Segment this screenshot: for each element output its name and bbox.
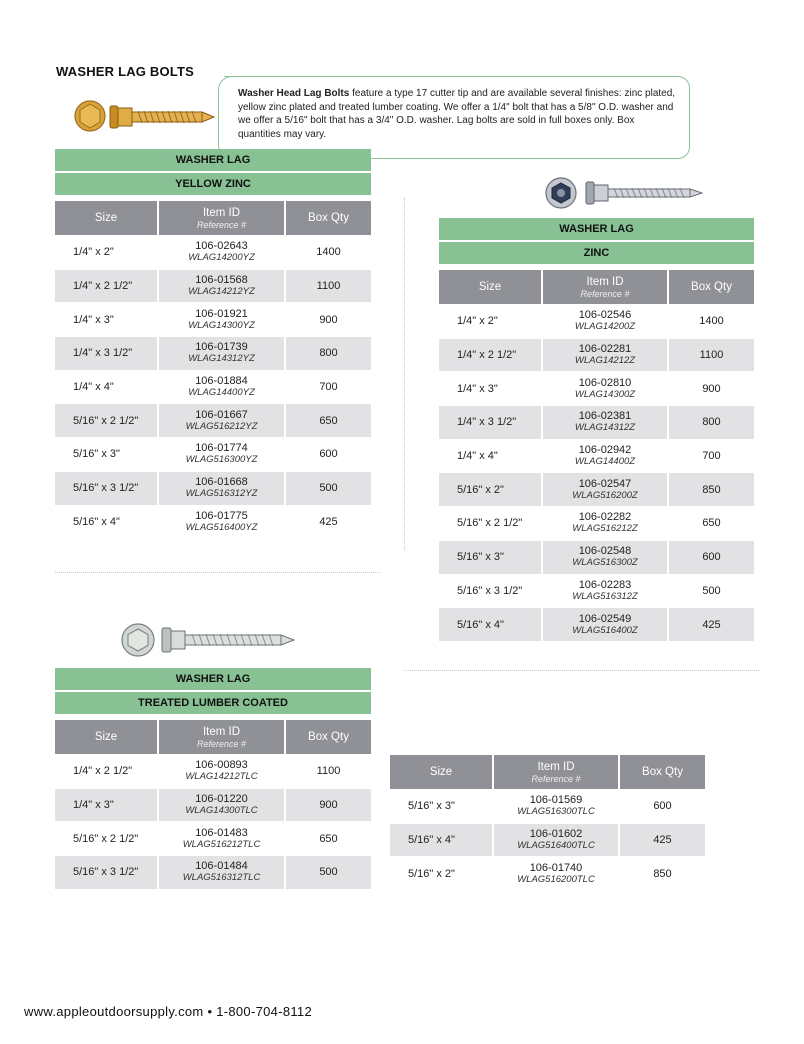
cell-box-qty: 900: [286, 302, 371, 336]
treated-continued-table: [390, 755, 705, 890]
reference-number: WLAG14400YZ: [188, 387, 255, 399]
cell-item-id: [543, 338, 669, 372]
cell-item-id: [543, 472, 669, 506]
col-item-id: Item ID Reference #: [159, 720, 286, 754]
zinc-band-washer-lag: WASHER LAG: [439, 218, 754, 240]
treated-band-washer-lag: WASHER LAG: [55, 668, 371, 690]
divider-vertical: [404, 198, 405, 550]
item-number: 106-02546: [578, 309, 632, 322]
cell-size: 1/4" x 3": [439, 371, 543, 405]
table-row: [439, 338, 754, 372]
item-number: 106-02643: [195, 240, 248, 253]
reference-number: WLAG516312TLC: [182, 872, 261, 884]
reference-number: WLAG14212TLC: [185, 771, 258, 783]
divider-horizontal-left: [55, 572, 380, 573]
cell-box-qty: 850: [669, 472, 754, 506]
cell-box-qty: 600: [286, 437, 371, 471]
reference-number: WLAG516212TLC: [182, 838, 261, 850]
cell-size: 1/4" x 3": [55, 302, 159, 336]
cell-box-qty: 850: [620, 856, 705, 890]
cell-item-id: [543, 439, 669, 473]
cell-size: 5/16" x 2": [390, 856, 494, 890]
cell-item-id: [543, 540, 669, 574]
zinc-bolt-image: [544, 172, 709, 214]
item-number: 106-01775: [195, 509, 248, 522]
table-row: [55, 336, 371, 370]
cell-item-id: [159, 370, 286, 404]
table-row: [55, 302, 371, 336]
cell-box-qty: 425: [286, 505, 371, 539]
reference-number: WLAG14212Z: [574, 355, 636, 367]
table-row: [55, 788, 371, 822]
cell-box-qty: 650: [286, 821, 371, 855]
cell-size: 5/16" x 3": [390, 789, 494, 823]
cell-box-qty: 425: [669, 607, 754, 641]
reference-number: WLAG14200YZ: [188, 252, 255, 264]
reference-number: WLAG516312YZ: [185, 488, 258, 500]
item-number: 106-02282: [578, 511, 632, 524]
treated-table: [55, 720, 371, 889]
cell-size: 1/4" x 4": [55, 370, 159, 404]
cell-item-id: [543, 607, 669, 641]
item-number: 106-02810: [578, 376, 632, 389]
item-number: 106-01884: [195, 375, 248, 388]
item-number: 106-01484: [195, 860, 248, 873]
item-number: 106-01483: [195, 826, 248, 839]
description-bold: Washer Head Lag Bolts: [238, 88, 350, 99]
treated-band-finish: TREATED LUMBER COATED: [55, 692, 371, 714]
item-number: 106-02549: [578, 612, 632, 625]
col-size: Size: [55, 201, 159, 235]
table-row: [55, 437, 371, 471]
cell-item-id: [543, 506, 669, 540]
cell-size: 5/16" x 4": [55, 505, 159, 539]
reference-number: WLAG516212Z: [572, 523, 638, 535]
cell-item-id: [159, 754, 286, 788]
cell-size: 5/16" x 2 1/2": [55, 403, 159, 437]
col-size: Size: [390, 755, 494, 789]
yellow-band-washer-lag: WASHER LAG: [55, 149, 371, 171]
cell-box-qty: 600: [669, 540, 754, 574]
table-row: [439, 607, 754, 641]
reference-number: WLAG516200TLC: [517, 873, 595, 885]
cell-item-id: [494, 856, 620, 890]
reference-number: WLAG14300YZ: [188, 319, 255, 331]
table-row: [390, 856, 705, 890]
cell-item-id: [159, 403, 286, 437]
cell-box-qty: 800: [669, 405, 754, 439]
table-row: [55, 505, 371, 539]
table-row: [390, 789, 705, 823]
reference-number: WLAG14200Z: [574, 321, 636, 333]
yellow-band-finish: YELLOW ZINC: [55, 173, 371, 195]
cell-size: 5/16" x 3 1/2": [55, 855, 159, 889]
table-row: [55, 471, 371, 505]
reference-number: WLAG516200Z: [572, 489, 638, 501]
item-number: 106-01602: [529, 828, 583, 841]
table-row: [55, 821, 371, 855]
table-row: [439, 405, 754, 439]
table-row: [55, 269, 371, 303]
cell-item-id: [543, 371, 669, 405]
item-number: 106-02283: [578, 578, 632, 591]
item-number: 106-02547: [578, 477, 632, 490]
reference-number: WLAG516400YZ: [185, 521, 258, 533]
reference-number: WLAG14300Z: [574, 388, 636, 400]
reference-number: WLAG516312Z: [572, 590, 638, 602]
table-row: [439, 472, 754, 506]
item-number: 106-00893: [195, 759, 248, 772]
reference-number: WLAG14300TLC: [185, 805, 258, 817]
cell-box-qty: 800: [286, 336, 371, 370]
item-number: 106-02281: [578, 343, 632, 356]
cell-item-id: [159, 821, 286, 855]
table-row: [439, 371, 754, 405]
cell-box-qty: 650: [669, 506, 754, 540]
reference-number: WLAG516300YZ: [185, 454, 258, 466]
cell-size: 5/16" x 3": [439, 540, 543, 574]
cell-size: 1/4" x 2": [55, 235, 159, 269]
table-row: [439, 439, 754, 473]
cell-box-qty: 500: [669, 574, 754, 608]
cell-box-qty: 1100: [286, 754, 371, 788]
table-row: [55, 855, 371, 889]
item-number: 106-02381: [578, 410, 632, 423]
col-size: Size: [439, 270, 543, 304]
col-box-qty: Box Qty: [286, 201, 371, 235]
cell-box-qty: 500: [286, 855, 371, 889]
cell-item-id: [543, 304, 669, 338]
cell-box-qty: 900: [669, 371, 754, 405]
cell-item-id: [494, 823, 620, 857]
cell-size: 1/4" x 3": [55, 788, 159, 822]
description-text: feature a type 17 cutter tip and are available several finishes: zinc plated, yellow zinc plated and treated lumber coating. We offer a 1/4" bolt that has a 5/8" O.D. washer and we offer a 5/16" bolt that has a 3/4" O.D. washer. Lag bolts are sold in full boxes only. Box quantities may vary.: [238, 88, 676, 140]
cell-size: 1/4" x 2": [439, 304, 543, 338]
reference-number: WLAG14312Z: [574, 422, 636, 434]
cell-item-id: [159, 302, 286, 336]
yellow-zinc-table: [55, 201, 371, 538]
reference-number: WLAG516400TLC: [517, 840, 595, 852]
item-number: 106-01774: [195, 442, 248, 455]
cell-item-id: [159, 855, 286, 889]
item-number: 106-01740: [529, 861, 583, 874]
cell-item-id: [159, 471, 286, 505]
product-description: [224, 76, 690, 159]
cell-size: 5/16" x 3 1/2": [439, 574, 543, 608]
cell-item-id: [159, 269, 286, 303]
table-row: [55, 235, 371, 269]
cell-item-id: [159, 788, 286, 822]
cell-box-qty: 1100: [669, 338, 754, 372]
cell-item-id: [543, 405, 669, 439]
item-number: 106-01921: [195, 307, 248, 320]
reference-number: WLAG14312YZ: [188, 353, 255, 365]
section-title: WASHER LAG BOLTS: [56, 64, 195, 79]
cell-size: 1/4" x 4": [439, 439, 543, 473]
cell-size: 5/16" x 3": [55, 437, 159, 471]
reference-number: WLAG516400Z: [572, 624, 638, 636]
cell-item-id: [159, 235, 286, 269]
treated-bolt-image: [116, 617, 302, 663]
reference-number: WLAG516300Z: [572, 557, 638, 569]
table-row: [439, 506, 754, 540]
table-row: [55, 754, 371, 788]
item-number: 106-01668: [195, 476, 248, 489]
cell-size: 5/16" x 2 1/2": [439, 506, 543, 540]
yellow-zinc-bolt-image: [72, 92, 222, 140]
item-number: 106-02548: [578, 545, 632, 558]
col-box-qty: Box Qty: [669, 270, 754, 304]
table-row: [55, 403, 371, 437]
cell-box-qty: 600: [620, 789, 705, 823]
col-box-qty: Box Qty: [286, 720, 371, 754]
divider-horizontal-right: [404, 670, 759, 671]
table-row: [55, 370, 371, 404]
cell-size: 1/4" x 2 1/2": [55, 269, 159, 303]
cell-box-qty: 650: [286, 403, 371, 437]
cell-item-id: [159, 437, 286, 471]
cell-size: 1/4" x 2 1/2": [439, 338, 543, 372]
reference-number: WLAG14400Z: [574, 456, 636, 468]
item-number: 106-01739: [195, 341, 248, 354]
table-row: [439, 540, 754, 574]
item-number: 106-01667: [195, 408, 248, 421]
item-number: 106-01220: [195, 793, 248, 806]
cell-box-qty: 700: [286, 370, 371, 404]
cell-size: 5/16" x 2 1/2": [55, 821, 159, 855]
cell-size: 5/16" x 2": [439, 472, 543, 506]
cell-size: 1/4" x 2 1/2": [55, 754, 159, 788]
col-item-id: Item ID Reference #: [543, 270, 669, 304]
col-size: Size: [55, 720, 159, 754]
cell-size: 1/4" x 3 1/2": [439, 405, 543, 439]
cell-item-id: [159, 336, 286, 370]
reference-number: WLAG516212YZ: [185, 420, 258, 432]
item-number: 106-01569: [529, 794, 583, 807]
cell-box-qty: 500: [286, 471, 371, 505]
cell-box-qty: 700: [669, 439, 754, 473]
cell-size: 1/4" x 3 1/2": [55, 336, 159, 370]
item-number: 106-02942: [578, 444, 632, 457]
table-row: [439, 574, 754, 608]
table-row: [390, 823, 705, 857]
cell-box-qty: 900: [286, 788, 371, 822]
col-item-id: Item ID Reference #: [494, 755, 620, 789]
cell-item-id: [159, 505, 286, 539]
footer-contact: www.appleoutdoorsupply.com • 1-800-704-8112: [24, 1004, 312, 1019]
cell-item-id: [494, 789, 620, 823]
reference-number: WLAG516300TLC: [517, 806, 595, 818]
cell-box-qty: 1400: [286, 235, 371, 269]
cell-item-id: [543, 574, 669, 608]
table-row: [439, 304, 754, 338]
item-number: 106-01568: [195, 274, 248, 287]
cell-size: 5/16" x 4": [390, 823, 494, 857]
cell-size: 5/16" x 3 1/2": [55, 471, 159, 505]
cell-size: 5/16" x 4": [439, 607, 543, 641]
zinc-table: [439, 270, 754, 641]
zinc-band-finish: ZINC: [439, 242, 754, 264]
cell-box-qty: 1400: [669, 304, 754, 338]
cell-box-qty: 1100: [286, 269, 371, 303]
cell-box-qty: 425: [620, 823, 705, 857]
col-box-qty: Box Qty: [620, 755, 705, 789]
reference-number: WLAG14212YZ: [188, 286, 255, 298]
col-item-id: Item ID Reference #: [159, 201, 286, 235]
